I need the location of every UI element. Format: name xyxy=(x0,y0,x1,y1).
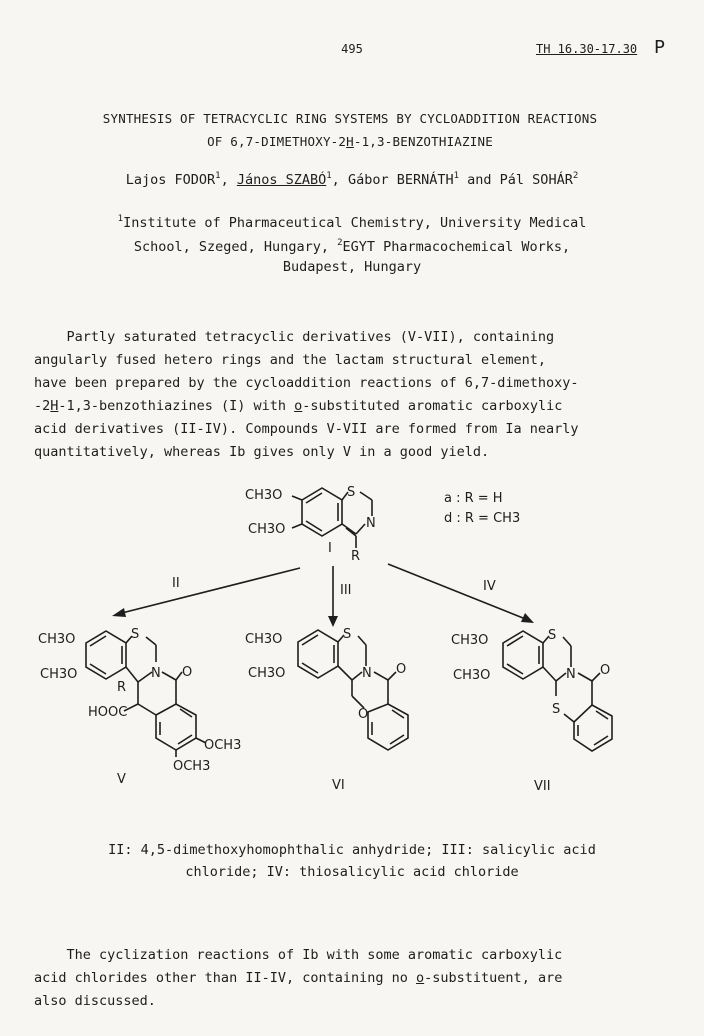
vi-nitrogen: N xyxy=(362,666,372,681)
author-list: Lajos FODOR$^1$, János SZABÓ$^1$, Gábor BERNÁTH$^1$ and Pál SOHÁR$^2$ xyxy=(125,171,579,188)
v-r-group: R xyxy=(117,680,127,695)
substituent-a: a : R = H xyxy=(444,491,503,506)
v-carboxylic-acid: HOOC xyxy=(88,705,128,720)
vii-methoxy-top: CH3O xyxy=(451,633,489,648)
compound-vii-label: VII xyxy=(534,779,551,794)
vi-sulfur: S xyxy=(343,627,352,642)
reaction-scheme xyxy=(0,460,704,810)
v-methoxy-bottom: CH3O xyxy=(40,667,78,682)
reagent-legend-line-2: chloride; IV: thiosalicylic acid chloride xyxy=(185,864,519,880)
author-sohar: Pál SOHÁR xyxy=(499,172,573,188)
author-fodor: Lajos FODOR xyxy=(125,172,216,188)
vi-ring-oxygen: O xyxy=(358,707,369,722)
compound-vi xyxy=(245,627,408,793)
abstract-paragraph: Partly saturated tetracyclic derivatives (V-VII), containing angularly fused hetero rings and the lactam structural element, have been prepared by the cycloaddition reactions of 6,7-dimethoxy- -2H-1,3-benzothiazines (I) with o-substituted aromatic carboxylic acid derivatives (II-IV). Compounds V-VII are formed from Ia nearly quantitatively, whereas Ib gives only V in a good yield. xyxy=(34,329,579,460)
arrow-label-ii: II xyxy=(172,576,180,591)
compound-vii xyxy=(451,628,612,794)
author-bernath: Gábor BERNÁTH xyxy=(347,172,454,188)
affiliation-line-1: $^1$Institute of Pharmaceutical Chemistry, University Medical xyxy=(117,214,587,231)
compound-v xyxy=(38,627,241,787)
compound-vi-label: VI xyxy=(332,778,345,793)
poster-marker: P xyxy=(654,37,665,58)
vii-ring-sulfur: S xyxy=(552,702,561,717)
v-carbonyl-oxygen: O xyxy=(182,665,193,680)
paper-title-line-1: SYNTHESIS OF TETRACYCLIC RING SYSTEMS BY CYCLOADDITION REACTIONS xyxy=(102,111,598,126)
vii-sulfur: S xyxy=(548,628,557,643)
session-code: TH 16.30-17.30 xyxy=(536,42,638,56)
compound-i xyxy=(245,485,376,564)
i-sulfur: S xyxy=(347,485,356,500)
v-nitrogen: N xyxy=(151,666,161,681)
v-methoxy-top: CH3O xyxy=(38,632,76,647)
v-sulfur: S xyxy=(131,627,140,642)
paper-title-line-2: OF 6,7-DIMETHOXY-2H-1,3-BENZOTHIAZINE xyxy=(207,134,493,149)
vii-nitrogen: N xyxy=(566,667,576,682)
vii-carbonyl-oxygen: O xyxy=(600,663,611,678)
arrow-label-iv: IV xyxy=(483,579,496,594)
vi-methoxy-bottom: CH3O xyxy=(248,666,286,681)
v-methoxy-ring-b: OCH3 xyxy=(173,759,211,774)
author-szabo: János SZABÓ xyxy=(236,172,327,188)
i-methoxy-bottom: CH3O xyxy=(248,522,286,537)
affiliation-line-2: School, Szeged, Hungary, $^2$EGYT Pharmacochemical Works, xyxy=(133,238,571,255)
i-r-group: R xyxy=(351,549,361,564)
v-methoxy-ring-a: OCH3 xyxy=(204,738,242,753)
compound-i-label: I xyxy=(328,541,332,556)
arrow-label-iii: III xyxy=(340,583,352,598)
i-nitrogen: N xyxy=(366,516,376,531)
compound-v-label: V xyxy=(117,772,126,787)
vi-carbonyl-oxygen: O xyxy=(396,662,407,677)
vi-methoxy-top: CH3O xyxy=(245,632,283,647)
reaction-arrows xyxy=(112,564,534,627)
i-methoxy-top: CH3O xyxy=(245,488,283,503)
affiliation-line-3: Budapest, Hungary xyxy=(282,259,422,275)
substituent-d: d : R = CH3 xyxy=(444,511,521,526)
reagent-legend-line-1: II: 4,5-dimethoxyhomophthalic anhydride; III: salicylic acid xyxy=(108,842,596,858)
conclusion-paragraph: The cyclization reactions of Ib with some aromatic carboxylic acid chlorides other than II-IV, containing no o-substituent, are also discussed. xyxy=(34,947,563,1009)
page-number: 495 xyxy=(341,42,363,56)
vii-methoxy-bottom: CH3O xyxy=(453,668,491,683)
